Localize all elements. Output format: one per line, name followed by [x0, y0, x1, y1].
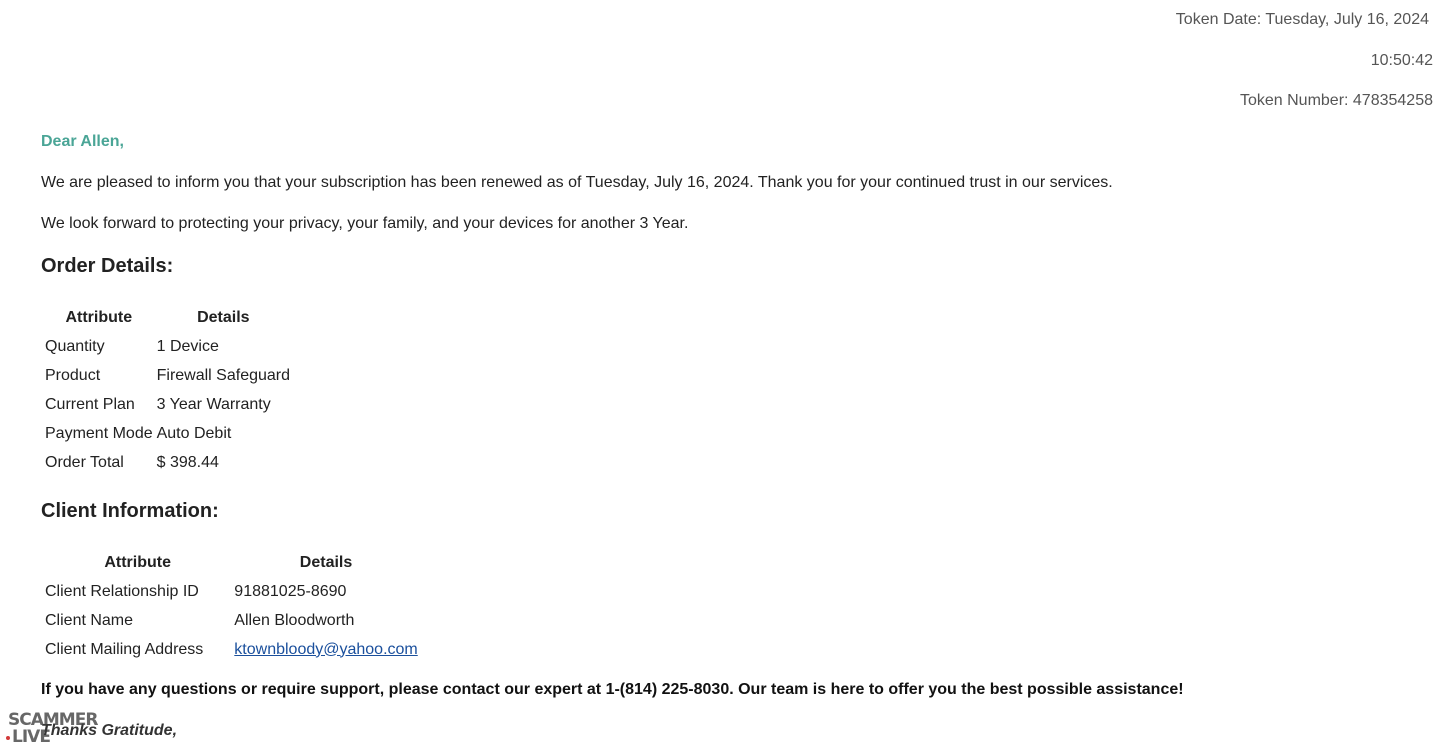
email-body [41, 132, 1431, 740]
order-attribute-cell: Current Plan [45, 395, 135, 413]
order-attribute-cell: Order Total [45, 453, 124, 471]
support-contact-text: If you have any questions or require support, please contact our expert at 1-(814) 225-8030. Our team is here to offer you the best possible assistance! [41, 681, 1184, 698]
order-value-cell: Firewall Safeguard [156, 366, 291, 384]
client-email-link[interactable]: ktownbloody@yahoo.com [234, 640, 418, 658]
order-value-cell: 1 Device [156, 337, 219, 355]
client-value-cell [233, 636, 418, 663]
client-information-heading: Client Information: [41, 500, 219, 522]
client-value-cell: Allen Bloodworth [234, 611, 355, 629]
client-attribute-cell: Client Mailing Address [45, 640, 204, 658]
closing-text: Thanks Gratitude, [41, 722, 178, 739]
token-date: Token Date: Tuesday, July 16, 2024 [1175, 11, 1429, 28]
watermark-line-2-text: LIVE [12, 727, 50, 747]
table-header-row [44, 549, 419, 576]
client-attribute-cell: Client Name [45, 611, 134, 629]
order-attribute-cell: Product [45, 366, 101, 384]
table-row [44, 449, 291, 476]
column-header-details: Details [197, 308, 250, 326]
order-value-cell: 3 Year Warranty [156, 395, 271, 413]
order-details-heading: Order Details: [41, 255, 174, 277]
table-row [44, 391, 291, 418]
order-value-cell: $ 398.44 [156, 453, 219, 471]
column-header-attribute: Attribute [104, 553, 171, 571]
token-time: 10:50:42 [1370, 52, 1433, 69]
table-row [44, 607, 419, 634]
table-row [44, 362, 291, 389]
order-attribute-cell: Quantity [45, 337, 105, 355]
watermark-line-1: SCAMMER [8, 710, 98, 730]
order-details-table [42, 302, 293, 478]
protection-paragraph: We look forward to protecting your privacy, your family, and your devices for another 3 Year. [41, 215, 689, 232]
watermark-dot-icon [6, 736, 10, 740]
client-value-cell: 91881025-8690 [234, 582, 347, 600]
client-attribute-cell: Client Relationship ID [45, 582, 199, 600]
table-row [44, 420, 291, 447]
renewal-paragraph: We are pleased to inform you that your subscription has been renewed as of Tuesday, July 16, 2024. Thank you for your continued trust in our services. [41, 174, 1113, 191]
token-number: Token Number: 478354258 [1239, 92, 1433, 109]
order-value-cell: Auto Debit [156, 424, 232, 442]
order-attribute-cell: Payment Mode [45, 424, 153, 442]
table-row [44, 333, 291, 360]
client-information-table [42, 547, 421, 665]
table-header-row [44, 304, 291, 331]
column-header-attribute: Attribute [65, 308, 133, 326]
table-row [44, 578, 419, 605]
greeting: Dear Allen, [41, 133, 124, 150]
table-row [44, 636, 419, 663]
column-header-details: Details [299, 553, 353, 571]
